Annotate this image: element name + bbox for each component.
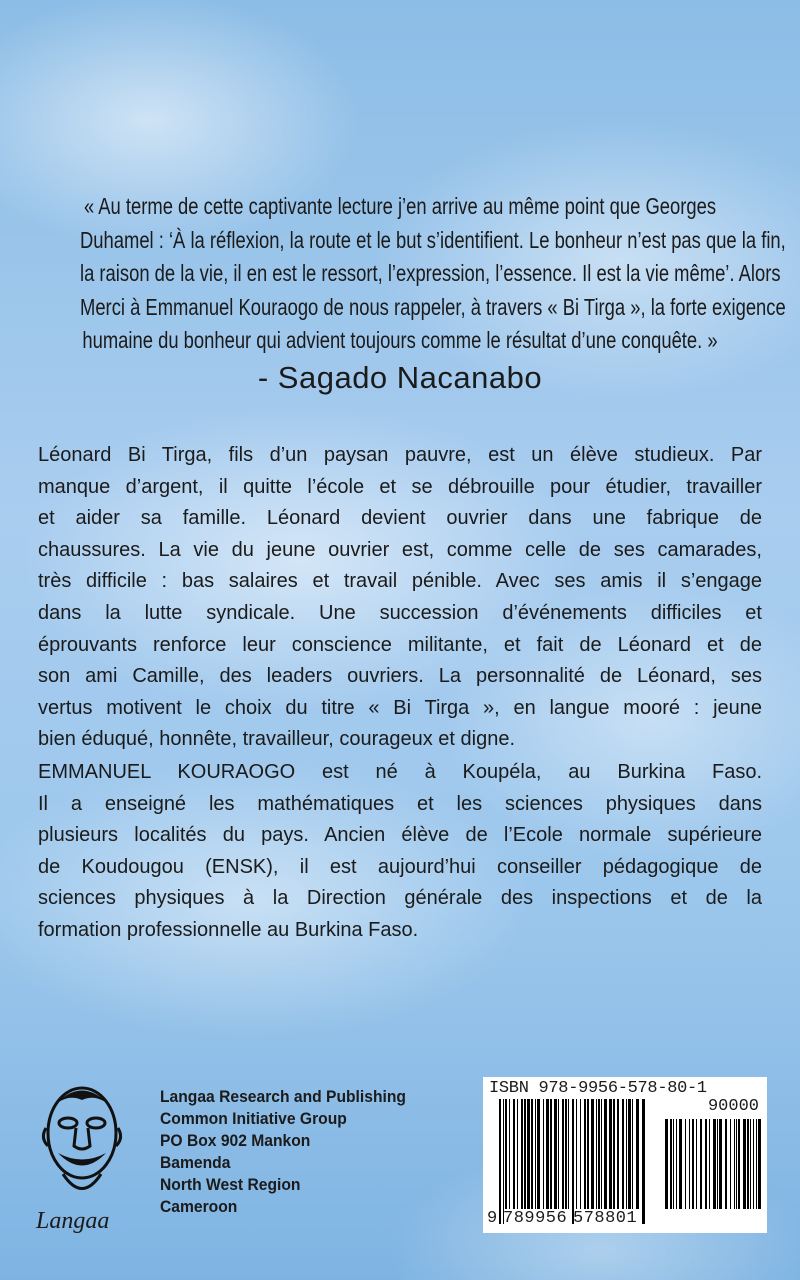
addon-bar (736, 1119, 737, 1209)
addon-bar (709, 1119, 710, 1209)
barcode-bar (562, 1099, 564, 1209)
barcode-bar (546, 1099, 549, 1209)
publisher-line: PO Box 902 Mankon (160, 1131, 311, 1150)
addon-bar (743, 1119, 746, 1209)
quote-line: la raison de la vie, il en est le ressort, l’expression, l’essence. Il est la vie même’. Alors (80, 260, 781, 287)
quote-line: humaine du bonheur qui advient toujours comme le résultat d’une conquête. » (82, 327, 718, 354)
barcode-bar (572, 1099, 574, 1224)
barcode-bar (628, 1099, 631, 1209)
barcode-bar (636, 1099, 639, 1209)
barcode-bar (601, 1099, 602, 1209)
barcode-bar (580, 1099, 581, 1209)
addon-bar (685, 1119, 686, 1209)
publisher-line: Cameroon (160, 1197, 238, 1216)
addon-bar (730, 1119, 731, 1209)
addon-bar (713, 1119, 716, 1209)
barcode-group2: 578801 (573, 1209, 638, 1228)
author-bio (38, 757, 762, 947)
summary-line: éprouvants renforce leur conscience militante, et fait de Léonard et de (38, 633, 762, 656)
bio-line: de Koudougou (ENSK), il est aujourd’hui conseiller pédagogique de (38, 855, 762, 878)
addon-bar (696, 1119, 697, 1209)
barcode-bar (550, 1099, 552, 1209)
barcode-bar (642, 1099, 645, 1224)
publisher-line: Bamenda (160, 1153, 231, 1172)
addon-bar (719, 1119, 722, 1209)
summary-line: chaussures. La vie du jeune ouvrier est, comme celle de ses camarades, (38, 538, 762, 561)
addon-bar (717, 1119, 718, 1209)
summary-line: vertus motivent le choix du titre « Bi Tirga », en langue mooré : jeune (38, 696, 762, 719)
addon-bar (747, 1119, 749, 1209)
quote-author: - Sagado Nacanabo (257, 360, 543, 395)
bio-line: formation professionnelle au Burkina Faso. (38, 918, 419, 941)
mask-face-icon (38, 1078, 126, 1203)
barcode-lead-digit: 9 (487, 1209, 498, 1228)
publisher-line: North West Region (160, 1175, 301, 1194)
barcode-group1: 789956 (503, 1209, 568, 1228)
summary-line: et aider sa famille. Léonard devient ouvrier dans une fabrique de (38, 507, 762, 530)
addon-bar (689, 1119, 690, 1209)
barcode-bar (604, 1099, 607, 1209)
barcode-bar (524, 1099, 526, 1209)
summary-line: son ami Camille, des leaders ouvriers. La personnalité de Léonard, ses (38, 665, 762, 688)
barcode-bar (613, 1099, 615, 1209)
addon-bar (692, 1119, 694, 1209)
addon-bar (734, 1119, 735, 1209)
publisher-address (160, 1086, 406, 1218)
bio-line: Il a enseigné les mathématiques et les sciences physiques dans (38, 792, 762, 815)
addon-bar (670, 1119, 672, 1209)
barcode-bar (509, 1099, 510, 1209)
bio-line: sciences physiques à la Direction générale des inspections et de la (38, 887, 762, 910)
bio-line: plusieurs localités du pays. Ancien élève de l’Ecole normale supérieure (38, 824, 762, 847)
barcode-bar (554, 1099, 557, 1209)
barcode-bar (587, 1099, 589, 1209)
summary-line: bien éduqué, honnête, travailleur, courageux et digne. (38, 728, 516, 751)
summary-line: manque d’argent, il quitte l’école et se débrouille pour étudier, travailler (38, 475, 762, 498)
bio-line: EMMANUEL KOURAOGO est né à Koupéla, au Burkina Faso. (38, 761, 762, 783)
barcode-bar (513, 1099, 515, 1209)
barcode-bar (537, 1099, 540, 1209)
addon-bar (750, 1119, 751, 1209)
isbn-text: ISBN 978-9956-578-80-1 (489, 1079, 707, 1098)
barcode-bar (531, 1099, 533, 1209)
addon-bar (705, 1119, 707, 1209)
barcode-bar (591, 1099, 594, 1209)
addon-bar (738, 1119, 740, 1209)
publisher-line: Common Initiative Group (160, 1109, 347, 1128)
barcode-bar (527, 1099, 530, 1209)
quote-line: Merci à Emmanuel Kouraogo de nous rappeler, à travers « Bi Tirga », la forte exigence (80, 293, 786, 320)
addon-bar (673, 1119, 674, 1209)
addon-bar (665, 1119, 668, 1209)
addon-bar (753, 1119, 754, 1209)
barcode-bar (505, 1099, 507, 1209)
barcode-bar (558, 1099, 559, 1209)
barcode-bar (521, 1099, 523, 1209)
barcode-bar (576, 1099, 577, 1209)
barcode-bar (598, 1099, 600, 1209)
addon-bar (758, 1119, 761, 1209)
barcode-bar (596, 1099, 597, 1209)
barcode-bar (543, 1099, 544, 1209)
barcode-bar (632, 1099, 633, 1209)
endorsement-quote (0, 190, 800, 358)
addon-bar (756, 1119, 757, 1209)
addon-bar (679, 1119, 682, 1209)
summary-line: très difficile : bas salaires et travail pénible. Avec ses amis il s’engage (38, 570, 762, 593)
logo-text: Langaa (36, 1208, 110, 1234)
barcode-bar (568, 1099, 569, 1209)
quote-line: Duhamel : ‘À la réflexion, la route et le but s’identifient. Le bonheur n’est pas que la fin, (80, 226, 786, 253)
isbn-barcode (483, 1077, 767, 1233)
barcode-bar (535, 1099, 536, 1209)
addon-bar (725, 1119, 727, 1209)
publisher-logo (36, 1078, 126, 1234)
barcode-bar (565, 1099, 567, 1209)
addon-bar (700, 1119, 702, 1209)
barcode-bar (517, 1099, 518, 1209)
summary-line: Léonard Bi Tirga, fils d’un paysan pauvre, est un élève studieux. Par (38, 444, 762, 466)
barcode-bar (584, 1099, 586, 1209)
addon-bar (676, 1119, 677, 1209)
addon-text: 90000 (707, 1097, 759, 1116)
summary-paragraph (38, 440, 762, 756)
quote-line: « Au terme de cette captivante lecture j’en arrive au même point que Georges (83, 193, 717, 219)
summary-line: dans la lutte syndicale. Une succession d’événements difficiles et (38, 601, 762, 624)
barcode-bar (503, 1099, 504, 1224)
barcode-bar (622, 1099, 624, 1209)
barcode-bar (617, 1099, 619, 1209)
publisher-line: Langaa Research and Publishing (160, 1087, 406, 1106)
barcode-bar (609, 1099, 612, 1209)
barcode-bar (626, 1099, 627, 1209)
barcode-bar (499, 1099, 501, 1224)
